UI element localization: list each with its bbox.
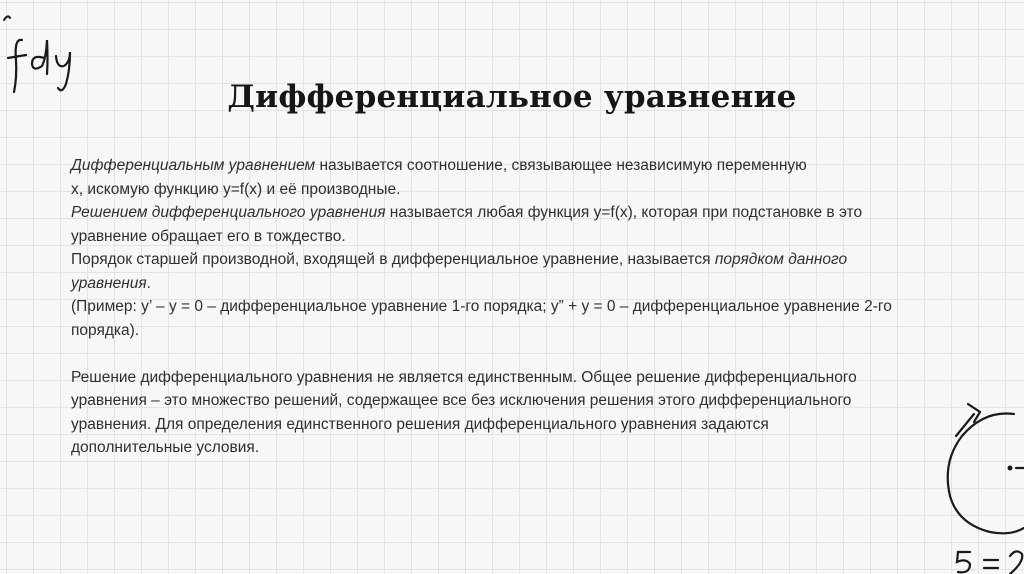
text-line: Дифференциальным уравнением называется соотношение, связывающее независимую переменную [71,157,807,174]
example-line: порядка). [71,321,140,339]
example-line: (Пример: y’ – y = 0 – дифференциальное уравнение 1-го порядка; y” + y = 0 – дифференциальное уравнение 2-го [71,298,892,315]
text-line: Порядок старшей производной, входящей в дифференциальное уравнение, называется порядком данного [71,251,848,268]
text-line: уравнение обращает его в тождество. [71,227,346,245]
term-italic: Решением дифференциального уравнения [71,204,386,221]
text-line: Решением дифференциального уравнения называется любая функция y=f(x), которая при подстановке в это [71,204,863,221]
term-italic: Дифференциальным уравнением [71,157,316,174]
term-italic: уравнения [71,274,147,292]
text-line: уравнения. [71,274,151,292]
handwritten-equation-doodle [950,544,1024,574]
paragraph-spacer [71,342,951,366]
term-italic: порядком данного [714,251,848,268]
definition-text [71,154,951,460]
text-line: уравнения – это множество решений, содержащее все без исключения решения этого дифференциального [71,392,852,409]
text-line: x, искомую функцию y=f(x) и её производные. [71,180,401,198]
text-line: Решение дифференциального уравнения не является единственным. Общее решение дифференциального [71,368,857,386]
slide-title: Дифференциальное уравнение [227,78,797,115]
text-line: дополнительные условия. [71,439,260,456]
text-line: уравнения. Для определения единственного решения дифференциального уравнения задаются [71,415,769,433]
